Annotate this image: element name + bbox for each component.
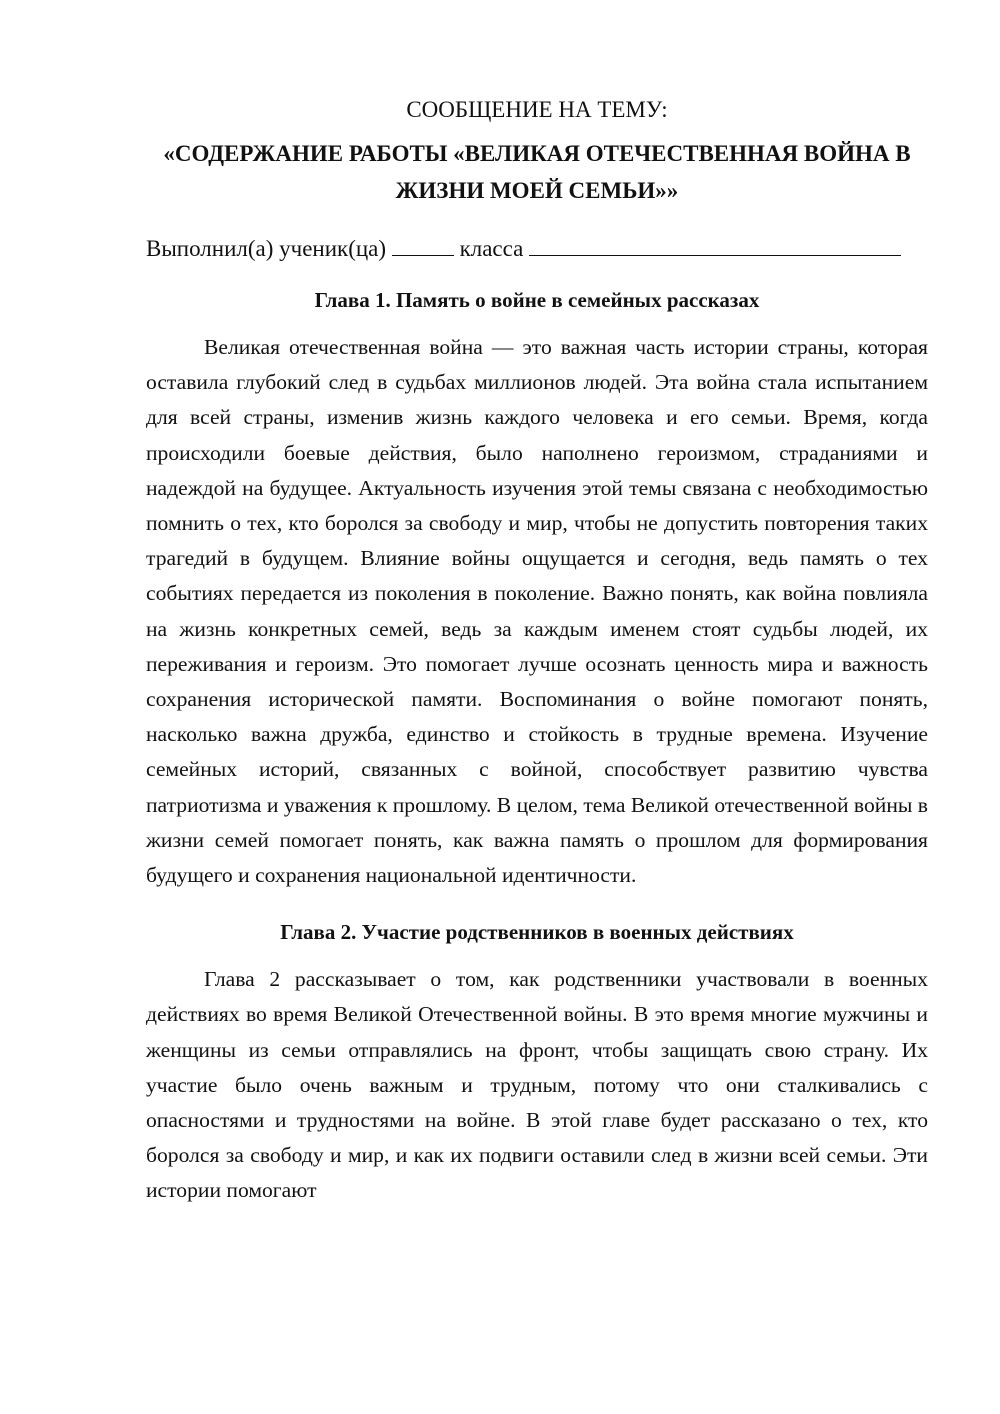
document-title: «СОДЕРЖАНИЕ РАБОТЫ «ВЕЛИКАЯ ОТЕЧЕСТВЕННАЯ ВОЙНА В ЖИЗНИ МОЕЙ СЕМЬИ»» xyxy=(163,141,911,203)
chapter-1-heading: Глава 1. Память о войне в семейных рассказах xyxy=(314,288,760,312)
chapter-2-text: Глава 2 рассказывает о том, как родственники участвовали в военных действиях во время Великой Отечественной войны. В это время многие мужчины и женщины из семьи отправлялись на фронт, чтобы защищать свою страну. Их участие было очень важным и трудным, потому что они сталкивались с опасностями и трудностями на войне. В этой главе будет рассказано о тех, кто боролся за свободу и мир, и как их подвиги оставили след в жизни всей семьи. Эти истории помогают xyxy=(146,967,928,1203)
author-prefix: Выполнил(а) ученик(ца) xyxy=(146,236,387,261)
author-line xyxy=(146,231,928,266)
header-line: СООБЩЕНИЕ НА ТЕМУ: xyxy=(406,97,668,122)
document-page xyxy=(146,92,928,1209)
name-blank-field xyxy=(529,231,901,256)
author-middle: класса xyxy=(459,236,524,261)
chapter-1-text: Великая отечественная война — это важная часть истории страны, которая оставила глубокий след в судьбах миллионов людей. Эта война стала испытанием для всей страны, изменив жизнь каждого человека и его семьи. Время, когда происходили боевые действия, было наполнено героизмом, страданиями и надеждой на будущее. Актуальность изучения этой темы связана с необходимостью помнить о тех, кто боролся за свободу и мир, чтобы не допустить повторения таких трагедий в будущем. Влияние войны ощущается и сегодня, ведь память о тех событиях передается из поколения в поколение. Важно понять, как война повлияла на жизнь конкретных семей, ведь за каждым именем стоят судьбы людей, их переживания и героизм. Это помогает лучше осознать ценность мира и важность сохранения исторической памяти. Воспоминания о войне помогают понять, насколько важна дружба, единство и стойкость в трудные времена. Изучение семейных историй, связанных с войной, способствует развитию чувства патриотизма и уважения к прошлому. В целом, тема Великой отечественной войны в жизни семей помогает понять, как важна память о прошлом для формирования будущего и сохранения национальной идентичности. xyxy=(146,335,928,888)
chapter-2-heading: Глава 2. Участие родственников в военных действиях xyxy=(280,920,794,945)
class-blank-field xyxy=(392,231,454,256)
